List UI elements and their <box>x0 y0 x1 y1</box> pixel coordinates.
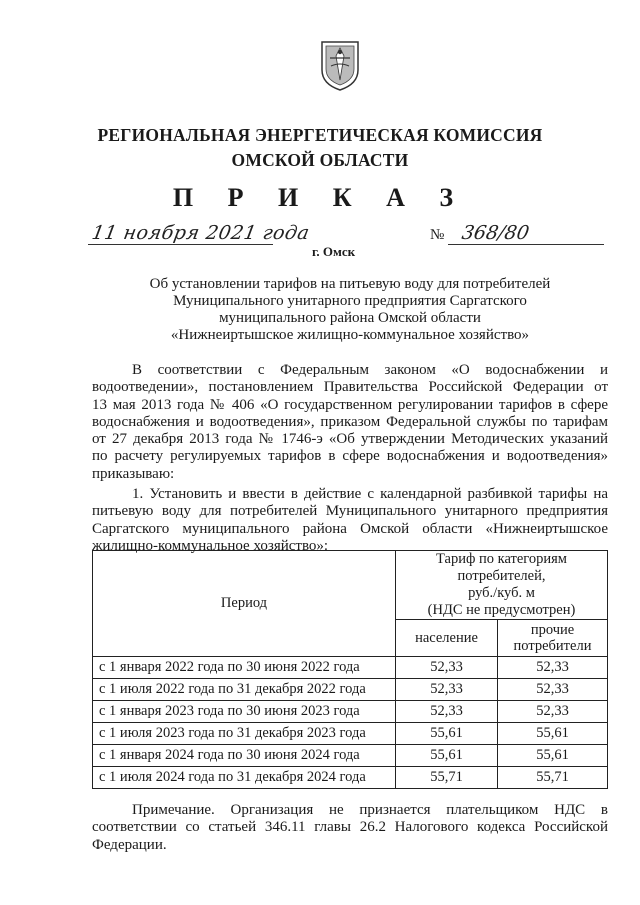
other-tariff-cell: 52,33 <box>498 679 608 701</box>
date-underline <box>88 244 273 245</box>
population-tariff-cell: 52,33 <box>396 679 498 701</box>
table-row <box>93 657 608 679</box>
other-tariff-cell: 52,33 <box>498 657 608 679</box>
table-row <box>93 723 608 745</box>
item1-line: жилищно-коммунальное хозяйство»: <box>92 537 329 554</box>
table-row <box>93 679 608 701</box>
note-line: Федерации. <box>92 836 167 853</box>
subject-line: муниципального района Омской области <box>219 310 481 326</box>
preamble-line: В соответствии с Федеральным законом «О водоснабжении и <box>132 362 608 378</box>
other-tariff-cell: 55,61 <box>498 745 608 767</box>
preamble-line: 13 мая 2013 года № 406 «О государственном регулировании тарифов в сфере <box>92 396 608 413</box>
number-underline <box>448 244 604 245</box>
population-tariff-cell: 55,61 <box>396 745 498 767</box>
tariff-header-line: руб./куб. м <box>468 585 535 601</box>
population-tariff-cell: 55,71 <box>396 767 498 789</box>
period-cell: с 1 июля 2022 года по 31 декабря 2022 года <box>93 679 396 701</box>
note-line: соответствии со статьей 346.11 главы 26.2 Налогового кодекса Российской <box>92 819 608 836</box>
table-row <box>93 745 608 767</box>
other-tariff-cell: 55,71 <box>498 767 608 789</box>
order-number-label: № <box>430 227 445 243</box>
tariff-header-line: (НДС не предусмотрен) <box>427 602 576 618</box>
period-cell: с 1 января 2023 года по 30 июня 2023 года <box>93 701 396 723</box>
order-subject <box>0 276 640 344</box>
period-cell: с 1 января 2022 года по 30 июня 2022 года <box>93 657 396 679</box>
preamble-line: от 27 декабря 2013 года № 1746-э «Об утверждении Методических указаний <box>92 431 608 448</box>
table-row <box>93 767 608 789</box>
column-header-period: Период <box>93 551 396 657</box>
other-header-line: прочие <box>530 622 575 638</box>
other-tariff-cell: 55,61 <box>498 723 608 745</box>
order-number-handwritten: 368/80 <box>460 222 531 244</box>
other-header-line: потребители <box>513 638 592 654</box>
subject-line: «Нижнеиртышское жилищно-коммунальное хозяйство» <box>170 327 530 343</box>
note-paragraph <box>92 802 608 854</box>
org-name-line2: ОМСКОЙ ОБЛАСТИ <box>231 150 409 170</box>
subject-line: Об установлении тарифов на питьевую воду для потребителей <box>149 276 551 292</box>
org-name-line1: РЕГИОНАЛЬНАЯ ЭНЕРГЕТИЧЕСКАЯ КОМИССИЯ <box>97 125 543 145</box>
item1-line: Саргатского муниципального района Омской области «Нижнеиртышское <box>92 520 608 537</box>
table-row <box>93 701 608 723</box>
document-type-title: П Р И К А З <box>172 183 468 212</box>
item1-line: питьевую воду для потребителей Муниципального унитарного предприятия <box>92 503 608 520</box>
omsk-coat-of-arms-emblem <box>318 36 362 92</box>
preamble-line: водоснабжения и водоотведения», приказом Федеральной службы по тарифам <box>92 413 608 430</box>
column-header-population: население <box>396 620 498 657</box>
period-cell: с 1 июля 2024 года по 31 декабря 2024 года <box>93 767 396 789</box>
tariff-header-line: Тариф по категориям <box>436 551 567 567</box>
period-cell: с 1 января 2024 года по 30 июня 2024 года <box>93 745 396 767</box>
item-1-paragraph <box>92 486 608 555</box>
tariff-table <box>92 550 608 789</box>
order-date-handwritten: 11 ноября 2021 года <box>90 222 312 244</box>
city-label: г. Омск <box>312 244 356 259</box>
preamble-line: по расчету регулируемых тарифов в сфере водоснабжения и водоотведения» <box>92 448 608 465</box>
subject-line: Муниципального унитарного предприятия Саргатского <box>173 293 527 309</box>
preamble-line: водоотведении», постановлением Правительства Российской Федерации от <box>92 379 608 396</box>
other-tariff-cell: 52,33 <box>498 701 608 723</box>
period-cell: с 1 июля 2023 года по 31 декабря 2023 года <box>93 723 396 745</box>
population-tariff-cell: 52,33 <box>396 701 498 723</box>
note-line: Примечание. Организация не признается плательщиком НДС в <box>132 802 608 818</box>
preamble-paragraph <box>92 362 608 483</box>
population-tariff-cell: 55,61 <box>396 723 498 745</box>
item1-line: 1. Установить и ввести в действие с календарной разбивкой тарифы на <box>132 486 608 502</box>
column-header-other-consumers <box>498 620 608 657</box>
preamble-line: приказываю: <box>92 465 175 482</box>
population-tariff-cell: 52,33 <box>396 657 498 679</box>
tariff-header-line: потребителей, <box>457 568 546 584</box>
column-header-tariff <box>396 551 608 620</box>
